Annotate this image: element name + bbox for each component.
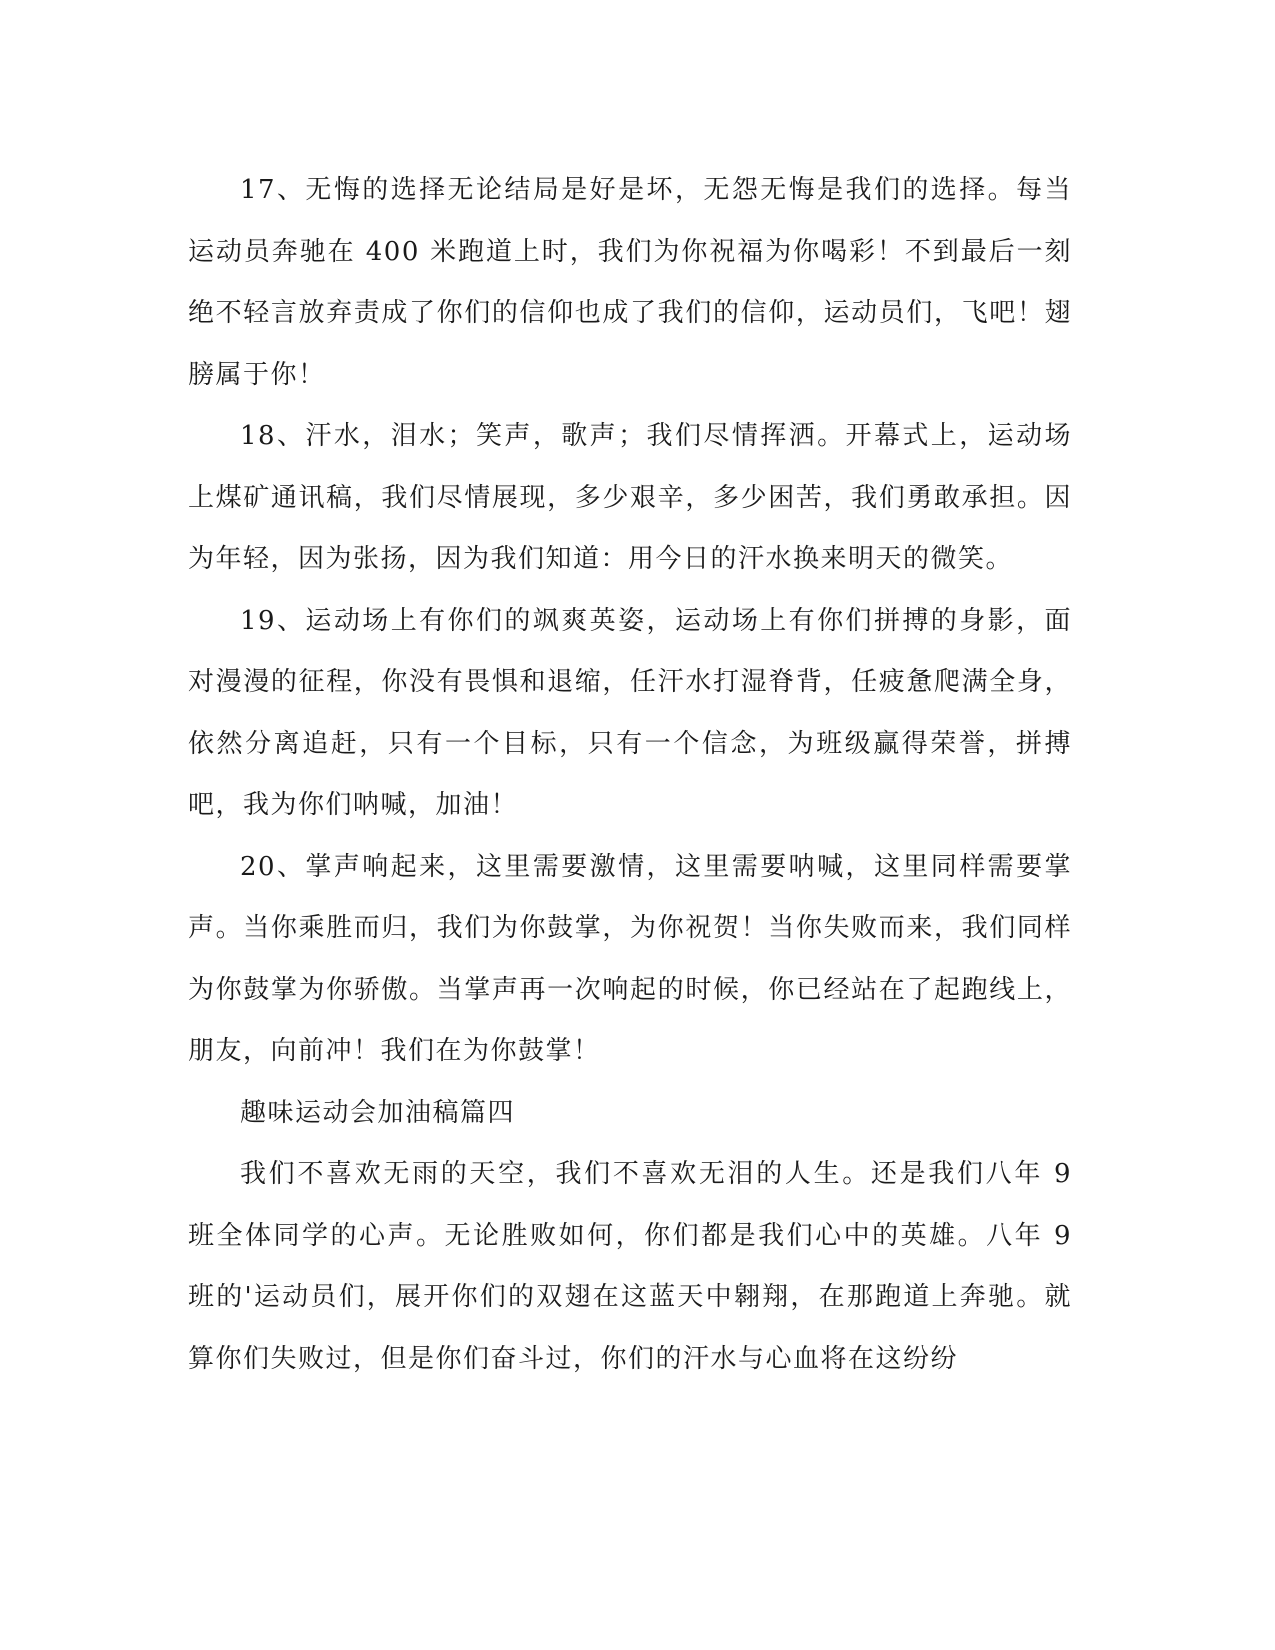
paragraph-final: 我们不喜欢无雨的天空，我们不喜欢无泪的人生。还是我们八年 9 班全体同学的心声。无论胜败如何，你们都是我们心中的英雄。八年 9 班的'运动员们，展开你们的双翅在这蓝天中翱翔，在那跑道上奔驰。就算你们失败过，但是你们奋斗过，你们的汗水与心血将在这纷纷 (188, 1159, 1072, 1374)
paragraph-17: 17、无悔的选择无论结局是好是坏，无怨无悔是我们的选择。每当运动员奔驰在 400 米跑道上时，我们为你祝福为你喝彩！不到最后一刻绝不轻言放弃责成了你们的信仰也成了我们的信仰，运动员们，飞吧！翅膀属于你！ (188, 175, 1072, 390)
section-heading: 趣味运动会加油稿篇四 (240, 1097, 516, 1128)
paragraph-18: 18、汗水，泪水；笑声，歌声；我们尽情挥洒。开幕式上，运动场上煤矿通讯稿，我们尽情展现，多少艰辛，多少困苦，我们勇敢承担。因为年轻，因为张扬，因为我们知道：用今日的汗水换来明天的微笑。 (188, 421, 1072, 574)
paragraph-19: 19、运动场上有你们的飒爽英姿，运动场上有你们拼搏的身影，面对漫漫的征程，你没有畏惧和退缩，任汗水打湿脊背，任疲惫爬满全身，依然分离追赶，只有一个目标，只有一个信念，为班级赢得荣誉，拼搏吧，我为你们呐喊，加油！ (188, 605, 1072, 820)
document-body (188, 160, 1072, 1390)
paragraph-20: 20、掌声响起来，这里需要激情，这里需要呐喊，这里同样需要掌声。当你乘胜而归，我们为你鼓掌，为你祝贺！当你失败而来，我们同样为你鼓掌为你骄傲。当掌声再一次响起的时候，你已经站在了起跑线上，朋友，向前冲！我们在为你鼓掌！ (188, 851, 1072, 1066)
